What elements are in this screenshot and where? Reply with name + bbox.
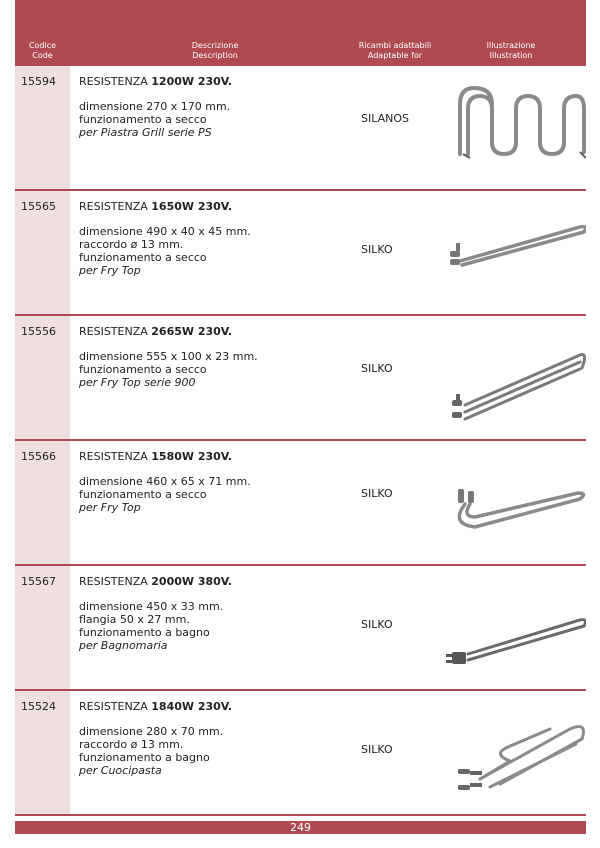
product-code: 15524 [21,700,56,713]
header-spare-it: Ricambi adattabili [358,41,432,50]
title-prefix: RESISTENZA [79,575,152,588]
heating-element-triple-image [430,324,586,429]
product-table [15,66,586,816]
adaptable-brand: SILANOS [361,112,410,125]
spec-line: funzionamento a secco [79,113,207,126]
title-rating: 1650W 230V. [151,200,233,213]
spec-line: dimensione 280 x 70 mm. [79,725,224,738]
spec-line: funzionamento a bagno [79,626,210,639]
spec-line: raccordo ø 13 mm. [79,238,184,251]
product-code: 15594 [21,75,56,88]
header-desc-it: Descrizione [191,41,239,50]
heating-element-long-u-image [430,199,586,304]
title-rating: 2665W 230V. [151,325,233,338]
header-code-it: Codice [28,41,57,50]
product-code: 15567 [21,575,56,588]
heating-element-bent-u-image [430,449,586,554]
heating-element-flange-image [430,574,586,679]
product-title [79,200,232,213]
heating-element-double-loop-image [430,699,586,804]
title-prefix: RESISTENZA [79,450,152,463]
adaptable-brand: SILKO [361,243,393,256]
spec-line: dimensione 270 x 170 mm. [79,100,231,113]
usage-line: per Cuocipasta [79,764,162,777]
usage-line: per Bagnomaria [79,639,168,652]
product-code: 15556 [21,325,56,338]
product-title [79,575,232,588]
product-description [79,475,251,514]
product-code: 15566 [21,450,56,463]
usage-line: per Piastra Grill serie PS [79,126,212,139]
usage-line: per Fry Top serie 900 [79,376,196,389]
adaptable-brand: SILKO [361,743,393,756]
spec-line: dimensione 555 x 100 x 23 mm. [79,350,258,363]
spec-line: funzionamento a secco [79,251,207,264]
product-title [79,325,232,338]
header-desc-en: Description [192,51,238,60]
header-code-en: Code [32,51,53,60]
product-title [79,450,232,463]
header-illus-it: Illustrazione [486,41,536,50]
table-row [15,441,586,566]
adaptable-brand: SILKO [361,362,393,375]
header-illus-en: Illustration [489,51,533,60]
table-header [15,0,586,66]
spec-line: funzionamento a secco [79,488,207,501]
heating-element-serpentine-image [430,74,586,179]
adaptable-brand: SILKO [361,487,393,500]
table-row [15,66,586,191]
adaptable-brand: SILKO [361,618,393,631]
spec-line: raccordo ø 13 mm. [79,738,184,751]
product-description [79,225,251,277]
header-code [15,41,70,61]
spec-line: dimensione 460 x 65 x 71 mm. [79,475,251,488]
header-description [135,41,295,61]
spec-line: flangia 50 x 27 mm. [79,613,190,626]
header-spare-parts [345,41,445,61]
title-rating: 1200W 230V. [151,75,233,88]
title-prefix: RESISTENZA [79,700,152,713]
table-row [15,691,586,816]
table-row [15,566,586,691]
product-code: 15565 [21,200,56,213]
spec-line: dimensione 490 x 40 x 45 mm. [79,225,251,238]
title-prefix: RESISTENZA [79,75,152,88]
product-description [79,350,258,389]
title-rating: 2000W 380V. [151,575,233,588]
product-description [79,725,223,777]
product-title [79,700,232,713]
title-prefix: RESISTENZA [79,325,152,338]
title-prefix: RESISTENZA [79,200,152,213]
product-description [79,100,230,139]
title-rating: 1580W 230V. [151,450,233,463]
spec-line: funzionamento a secco [79,363,207,376]
table-row [15,191,586,316]
product-title [79,75,232,88]
table-row [15,316,586,441]
spec-line: dimensione 450 x 33 mm. [79,600,224,613]
page-number: 249 [15,821,586,834]
title-rating: 1840W 230V. [151,700,233,713]
spec-line: funzionamento a bagno [79,751,210,764]
header-illustration [465,41,557,61]
usage-line: per Fry Top [79,264,141,277]
product-description [79,600,223,652]
usage-line: per Fry Top [79,501,141,514]
header-spare-en: Adaptable for [367,51,423,60]
